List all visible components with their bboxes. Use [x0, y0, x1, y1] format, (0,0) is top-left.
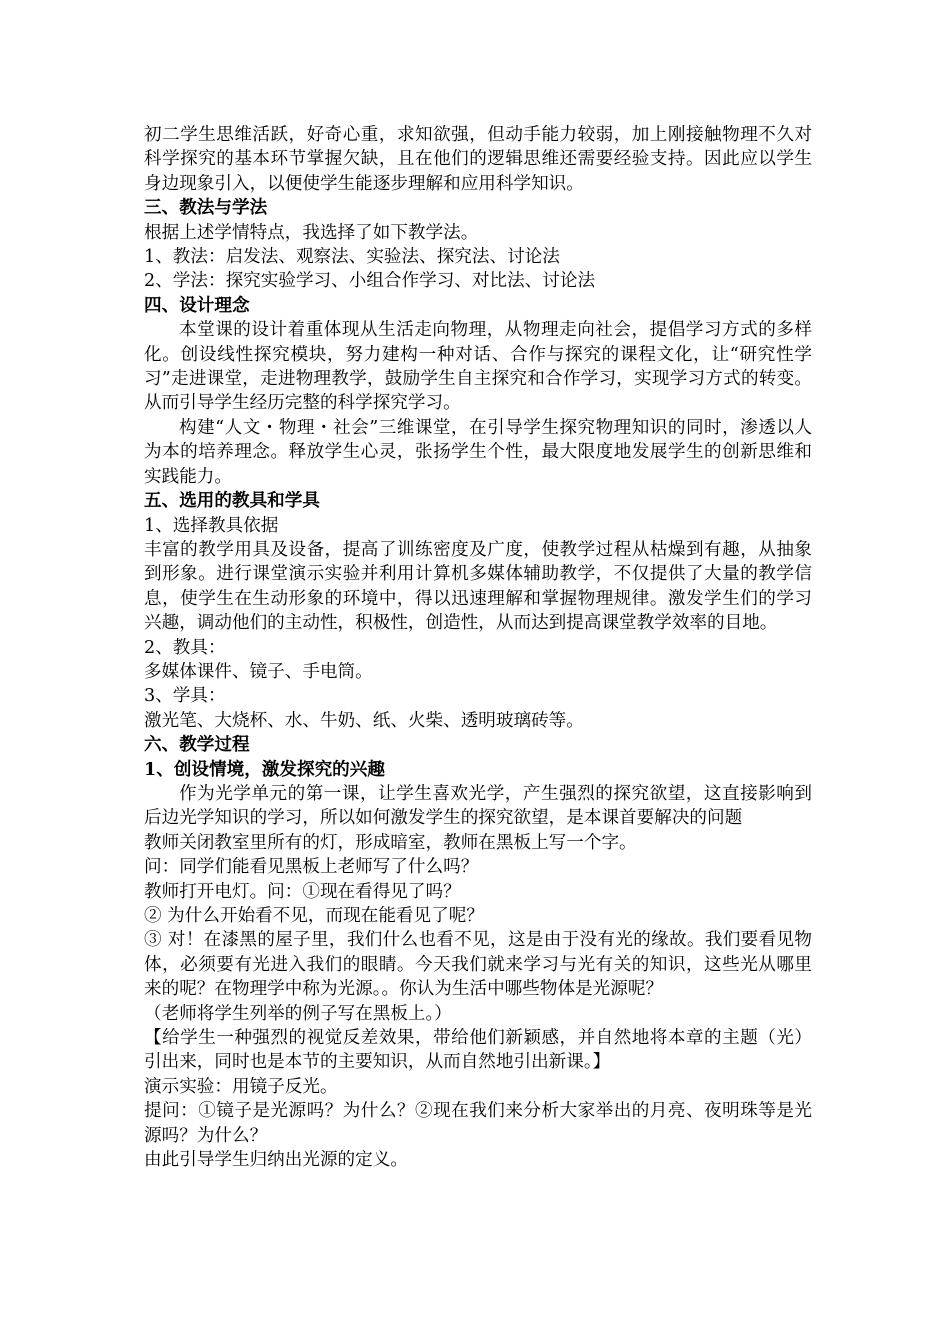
subheading: 1、选择教具依据 [144, 515, 279, 536]
list-item: 2、学法：探究实验学习、小组合作学习、对比法、讨论法 [144, 271, 596, 292]
paragraph: ③ 对！在漆黑的屋子里，我们什么也看不见，这是由于没有光的缘故。我们要看见物体，必须要有光进入我们的眼睛。今天我们就来学习与光有关的知识，这些光从哪里来的呢？在物理学中称为光源。。你认为生活中哪些物体是光源呢？ [144, 930, 812, 1000]
paragraph: 教师关闭教室里所有的灯，形成暗室，教师在黑板上写一个字。 [144, 832, 637, 853]
paragraph: 教师打开电灯。问：①现在看得见了吗？ [144, 881, 461, 902]
paragraph: 提问：①镜子是光源吗？为什么？②现在我们来分析大家举出的月亮、夜明珠等是光源吗？为什么？ [144, 1101, 812, 1146]
paragraph: 问：同学们能看见黑板上老师写了什么吗？ [144, 857, 479, 878]
document-body [144, 123, 812, 1172]
list-item: 1、教法：启发法、观察法、实验法、探究法、讨论法 [144, 247, 560, 268]
paragraph: （老师将学生列举的例子写在黑板上。） [144, 1003, 452, 1024]
subheading: 2、教具： [144, 637, 226, 658]
subheading: 3、学具： [144, 686, 226, 707]
section-heading-design-concept: 四、设计理念 [144, 294, 250, 316]
paragraph: 根据上述学情特点，我选择了如下教学法。 [144, 222, 479, 243]
intro-paragraph: 初二学生思维活跃，好奇心重，求知欲强，但动手能力较弱，加上刚接触物理不久对科学探究的基本环节掌握欠缺，且在他们的逻辑思维还需要经验支持。因此应以学生身边现象引入，以便使学生能逐步理解和应用科学知识。 [144, 125, 812, 194]
subheading: 1、创设情境，激发探究的兴趣 [144, 758, 385, 780]
paragraph: 由此引导学生归纳出光源的定义。 [144, 1150, 408, 1171]
paragraph: 多媒体课件、镜子、手电筒。 [144, 661, 373, 682]
section-heading-teaching-aids: 五、选用的教具和学具 [144, 490, 320, 512]
paragraph: 激光笔、大烧杯、水、牛奶、纸、火柴、透明玻璃砖等。 [144, 710, 584, 731]
paragraph: 演示实验：用镜子反光。 [144, 1076, 338, 1097]
paragraph: ② 为什么开始看不见，而现在能看见了呢？ [144, 906, 484, 926]
section-heading-methods: 三、教法与学法 [144, 197, 268, 219]
paragraph: 丰富的教学用具及设备，提高了训练密度及广度，使教学过程从枯燥到有趣，从抽象到形象。进行课堂演示实验并利用计算机多媒体辅助教学，不仅提供了大量的教学信息，使学生在生动形象的环境中，得以迅速理解和掌握物理规律。激发学生们的学习兴趣，调动他们的主动性，积极性，创造性，从而达到提高课堂教学效率的目地。 [144, 539, 812, 634]
section-heading-teaching-process: 六、教学过程 [144, 734, 250, 756]
paragraph: 本堂课的设计着重体现从生活走向物理，从物理走向社会，提倡学习方式的多样化。创设线性探究模块，努力建构一种对话、合作与探究的课程文化，让“研究性学习”走进课堂，走进物理教学，鼓励学生自主探究和合作学习，实现学习方式的转变。从而引导学生经历完整的科学探究学习。 [144, 320, 812, 414]
paragraph: 【给学生一种强烈的视觉反差效果，带给他们新颖感，并自然地将本章的主题（光）引出来，同时也是本节的主要知识，从而自然地引出新课。】 [144, 1028, 812, 1073]
paragraph: 作为光学单元的第一课，让学生喜欢光学，产生强烈的探究欲望，这直接影响到后边光学知识的学习，所以如何激发学生的探究欲望，是本课首要解决的问题 [144, 783, 812, 829]
paragraph: 构建“人文・物理・社会”三维课堂，在引导学生探究物理知识的同时，渗透以人为本的培养理念。释放学生心灵，张扬学生个性，最大限度地发展学生的创新思维和实践能力。 [144, 417, 812, 487]
